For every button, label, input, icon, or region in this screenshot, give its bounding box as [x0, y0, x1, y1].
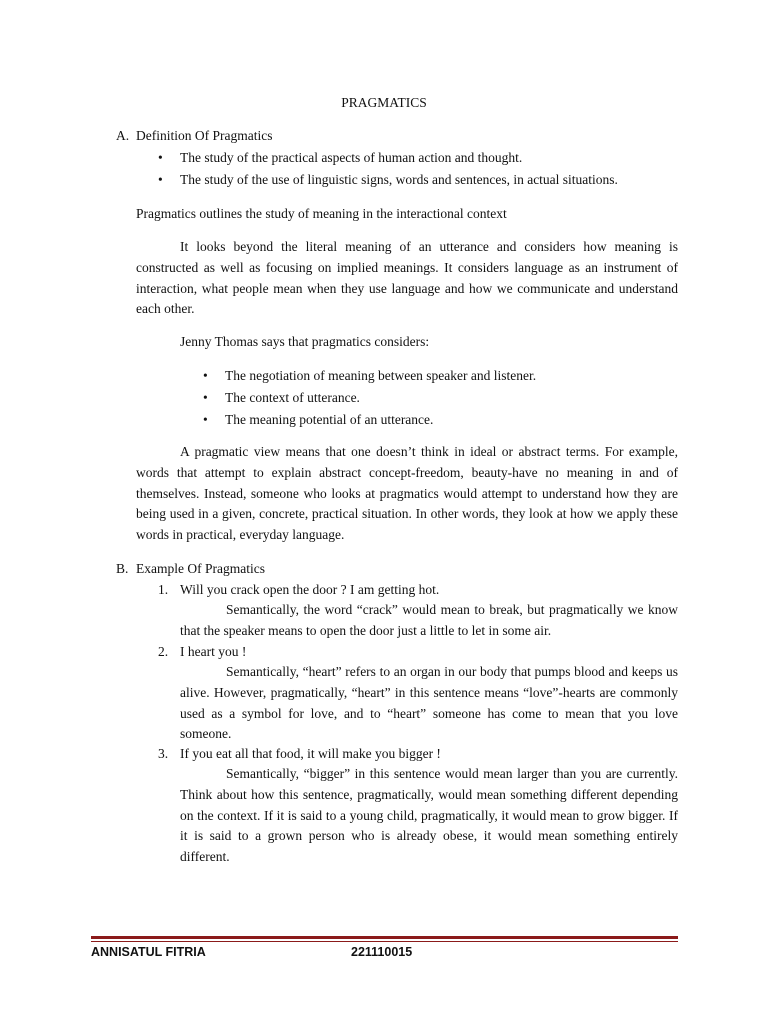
footer-student-id: 221110015 [351, 945, 413, 959]
example-2-explanation: Semantically, “heart” refers to an organ in our body that pumps blood and keeps us alive. However, pragmatically, “heart” in this sentence means “love”-hearts are commonly used as a symbol for love, and to “heart” someone has come to mean that you love someone. [180, 664, 678, 742]
example-3-sentence: If you eat all that food, it will make you bigger ! [180, 746, 441, 761]
footer-rule-thin [91, 941, 678, 942]
outline-sentence: Pragmatics outlines the study of meaning in the interactional context [136, 206, 507, 221]
jenny-thomas-intro: Jenny Thomas says that pragmatics considers: [180, 334, 430, 349]
paragraph-literal-meaning: It looks beyond the literal meaning of an utterance and considers how meaning is constructed as well as focusing on implied meanings. It considers language as an instrument of interaction, what people mean when they use language and how we communicate and understand each other. [136, 239, 678, 317]
example-1-explanation: Semantically, the word “crack” would mean to break, but pragmatically we know that the speaker means to open the door just a little to let in some air. [180, 602, 678, 638]
jenny-bullet-3: • The meaning potential of an utterance. [225, 410, 433, 430]
jenny-bullet-1: • The negotiation of meaning between speaker and listener. [225, 366, 536, 386]
page-title: PRAGMATICS [341, 95, 427, 110]
section-a-marker: A. [116, 128, 130, 143]
definition-bullet-1: • The study of the practical aspects of human action and thought. [180, 148, 522, 168]
footer-author-name: ANNISATUL FITRIA [91, 945, 206, 959]
paragraph-pragmatic-view: A pragmatic view means that one doesn’t think in ideal or abstract terms. For example, words that attempt to explain abstract concept-freedom, beauty-have no meaning in and of themselves. Instead, someone who looks at pragmatics would attempt to understand how they are being used in a given, concrete, practical situation. In other words, they look at how we apply these words in practical, everyday language. [136, 444, 678, 543]
example-1-number: 1. [158, 582, 169, 597]
section-b-marker: B. [116, 561, 129, 576]
footer-rule-thick [91, 936, 678, 939]
definition-bullet-2: • The study of the use of linguistic signs, words and sentences, in actual situations. [180, 170, 618, 190]
example-2-number: 2. [158, 644, 169, 659]
example-2-sentence: I heart you ! [180, 644, 247, 659]
example-1-sentence: Will you crack open the door ? I am getting hot. [180, 582, 440, 597]
example-3-explanation: Semantically, “bigger” in this sentence would mean larger than you are currently. Think about how this sentence, pragmatically, would mean something different depending on the context. If it is said to a young child, pragmatically, it would mean to grow bigger. If it is said to a grown person who is already obese, it would mean something entirely different. [180, 766, 678, 865]
example-3-number: 3. [158, 746, 169, 761]
section-a-heading: Definition Of Pragmatics [136, 128, 273, 143]
section-b-heading: Example Of Pragmatics [136, 561, 265, 576]
jenny-bullet-2: • The context of utterance. [225, 388, 360, 408]
